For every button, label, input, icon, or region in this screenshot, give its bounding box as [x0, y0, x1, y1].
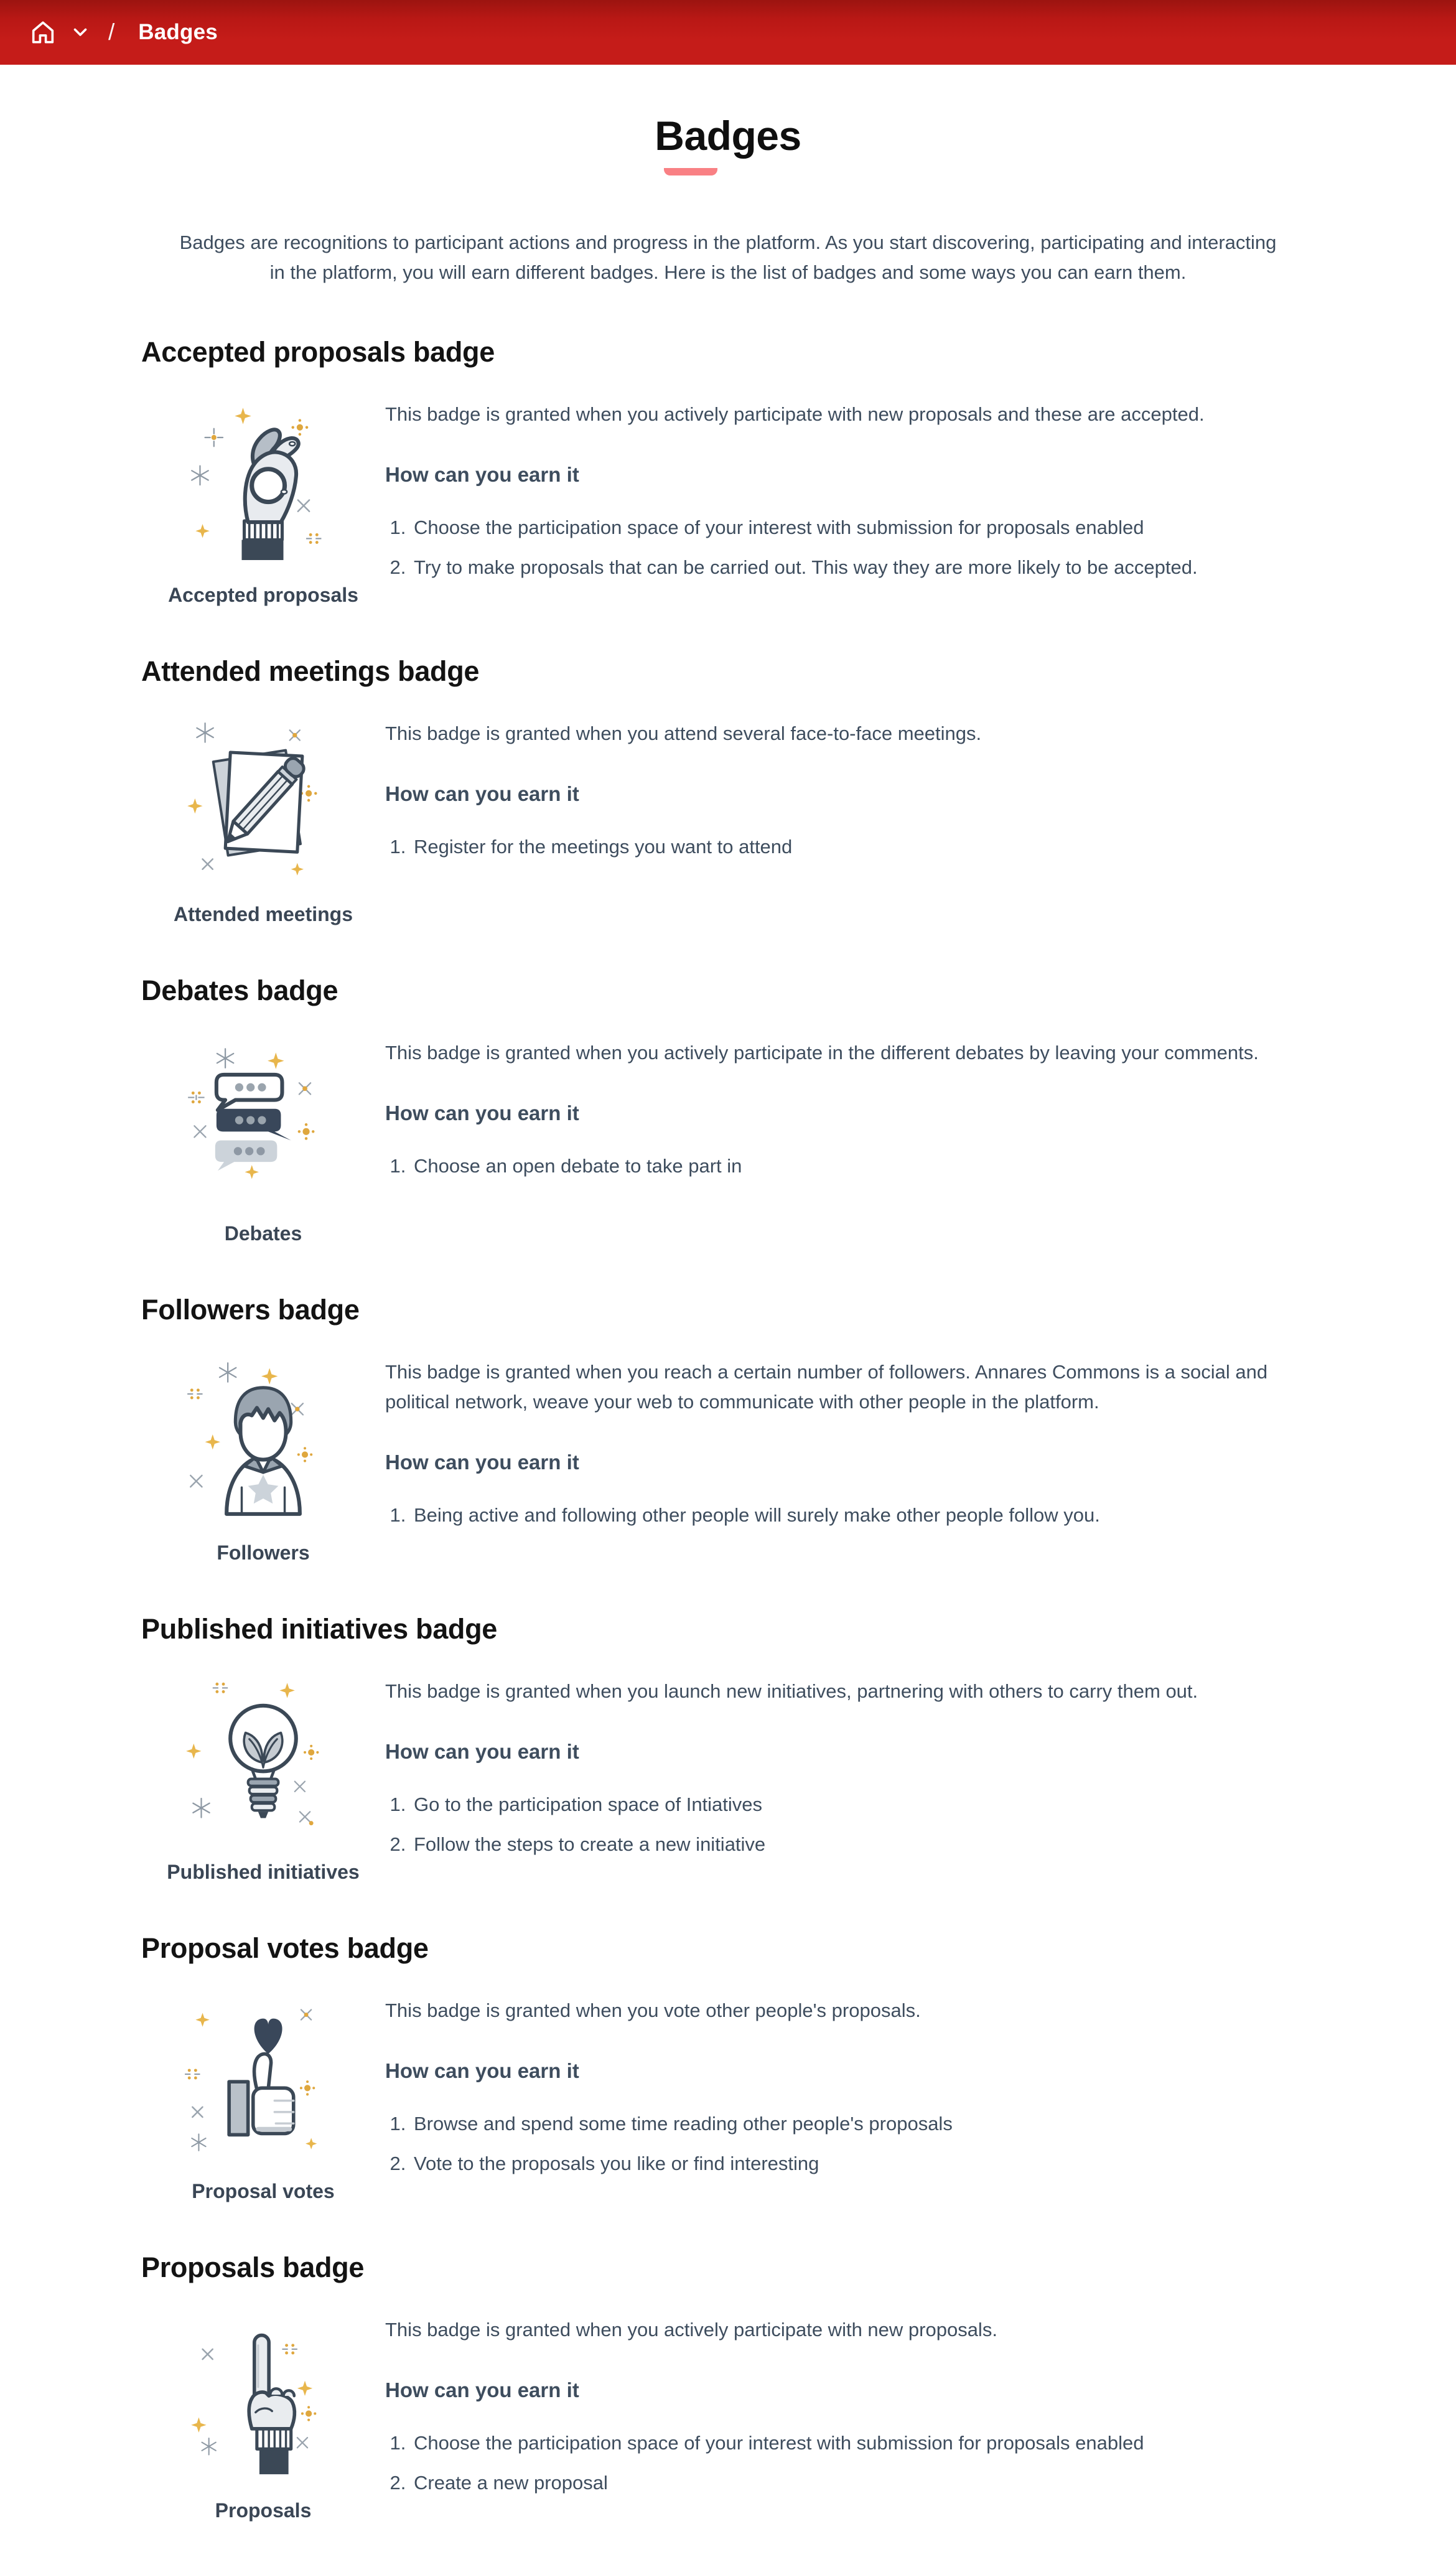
badge-description: This badge is granted when you actively participate in the different debates by leaving your comments. [385, 1042, 1259, 1064]
how-earn-heading: How can you earn it [385, 1451, 579, 1474]
badge-caption: Accepted proposals [168, 584, 358, 607]
badge-heading: Debates badge [141, 975, 338, 1007]
lightbulb-icon [181, 1674, 345, 1838]
earn-step: 1. Being active and following other people will surely make other people follow you. [411, 1500, 1269, 1530]
earn-step: 1. Browse and spend some time reading other people's proposals [411, 2109, 1269, 2139]
paper-pencil-icon [181, 716, 345, 881]
badge-description: This badge is granted when you actively participate with new proposals. [385, 2319, 997, 2341]
badge-description: This badge is granted when you actively participate with new proposals and these are accepted. [385, 403, 1205, 426]
earn-steps [385, 1500, 1269, 1530]
badge-caption: Published initiatives [167, 1861, 360, 1884]
badge-description: This badge is granted when you launch new initiatives, partnering with others to carry them out. [385, 1680, 1198, 1703]
badge-section-published-initiatives [141, 1613, 1315, 1884]
speech-bubbles-icon [181, 1036, 345, 1200]
pointing-hand-icon [181, 2312, 345, 2477]
badge-caption: Debates [224, 1222, 302, 1245]
badge-heading: Proposal votes badge [141, 1932, 429, 1965]
how-earn-heading: How can you earn it [385, 2378, 579, 2402]
earn-steps [385, 2109, 1269, 2179]
earn-step: 1. Go to the participation space of Intiatives [411, 1790, 1269, 1820]
earn-step: 2. Create a new proposal [411, 2468, 1269, 2498]
page-title: Badges [655, 113, 801, 159]
badge-section-followers [141, 1294, 1315, 1564]
earn-steps [385, 1790, 1269, 1859]
earn-steps [385, 1151, 1269, 1181]
badge-caption: Proposal votes [192, 2180, 335, 2203]
ok-hand-icon [181, 397, 345, 561]
how-earn-heading: How can you earn it [385, 782, 579, 806]
earn-step: 1. Choose the participation space of your interest with submission for proposals enabled [411, 2428, 1269, 2458]
badge-heading: Accepted proposals badge [141, 336, 495, 368]
badge-heading: Published initiatives badge [141, 1613, 498, 1645]
title-accent-bar [664, 168, 717, 175]
badge-section-proposal-votes [141, 1932, 1315, 2203]
chevron-down-icon[interactable] [73, 28, 87, 37]
badge-heading: Followers badge [141, 1294, 360, 1326]
intro-paragraph: Badges are recognitions to participant actions and progress in the platform. As you start discovering, participating and interacting in the platform, you will earn different badges. Here is the list of badges and some ways you can earn them. [179, 231, 1277, 284]
earn-step: 1. Register for the meetings you want to attend [411, 832, 1269, 862]
badge-heading: Attended meetings badge [141, 655, 480, 688]
badges-list [141, 336, 1315, 2556]
badge-caption: Proposals [215, 2499, 312, 2522]
earn-step: 1. Choose the participation space of your interest with submission for proposals enabled [411, 513, 1269, 543]
breadcrumb-current: Badges [138, 20, 218, 44]
person-avatar-icon [181, 1355, 345, 1519]
how-earn-heading: How can you earn it [385, 2059, 579, 2083]
earn-step: 1. Choose an open debate to take part in [411, 1151, 1269, 1181]
earn-steps [385, 832, 1269, 862]
badge-section-proposals [141, 2252, 1315, 2522]
badge-section-attended-meetings [141, 655, 1315, 926]
earn-step: 2. Try to make proposals that can be carried out. This way they are more likely to be accepted. [411, 553, 1269, 582]
top-navigation-bar [0, 0, 1456, 65]
home-icon[interactable] [29, 18, 57, 47]
earn-step: 2. Follow the steps to create a new initiative [411, 1830, 1269, 1859]
earn-step: 2. Vote to the proposals you like or find interesting [411, 2149, 1269, 2179]
badge-heading: Proposals badge [141, 2252, 365, 2284]
badge-section-debates [141, 975, 1315, 1245]
earn-steps [385, 2428, 1269, 2498]
badge-caption: Followers [217, 1541, 310, 1564]
badge-section-accepted-proposals [141, 336, 1315, 607]
badge-description: This badge is granted when you reach a certain number of followers. Annares Commons is a social and political network, weave your web to communicate with other people in the platform. [385, 1361, 1268, 1413]
badge-caption: Attended meetings [173, 903, 353, 926]
badge-description: This badge is granted when you attend several face-to-face meetings. [385, 722, 982, 745]
how-earn-heading: How can you earn it [385, 1740, 579, 1764]
breadcrumb-separator: / [108, 19, 115, 45]
how-earn-heading: How can you earn it [385, 463, 579, 487]
earn-steps [385, 513, 1269, 582]
badge-description: This badge is granted when you vote other people's proposals. [385, 1999, 921, 2022]
thumb-up-heart-icon [181, 1993, 345, 2158]
how-earn-heading: How can you earn it [385, 1101, 579, 1125]
